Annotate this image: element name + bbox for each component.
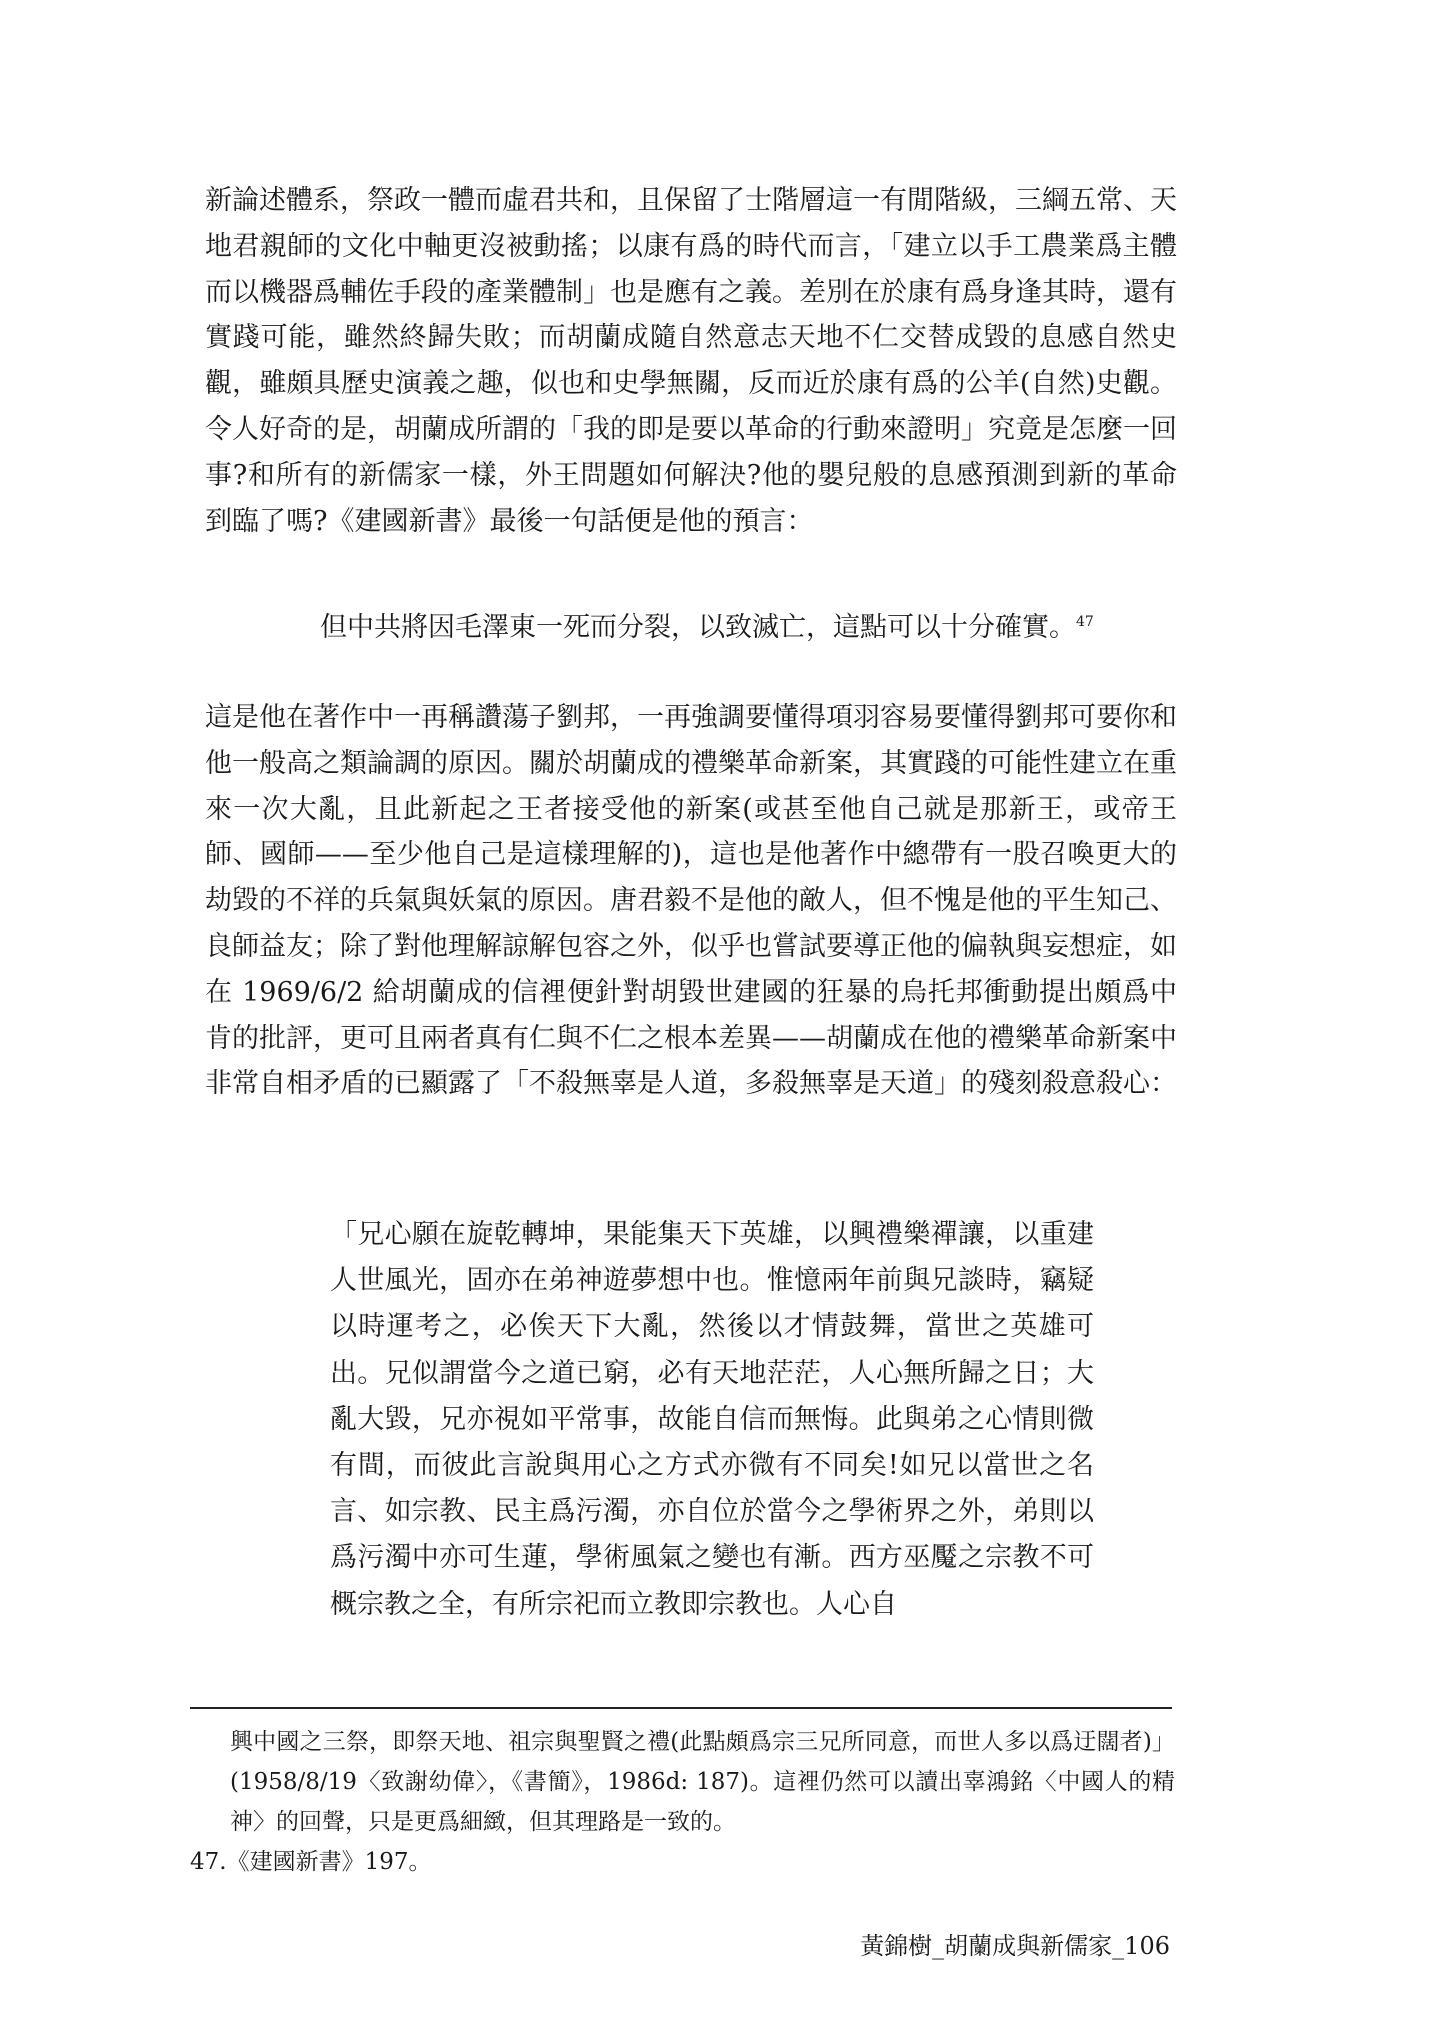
footnote-divider bbox=[190, 1707, 1172, 1709]
quote-text: 但中共將因毛澤東一死而分裂，以致滅亡，這點可以十分確實。 bbox=[320, 612, 1076, 643]
running-footer: 黃錦樹_胡蘭成與新儒家_106 bbox=[860, 1932, 1170, 1960]
footnote-ref-47[interactable]: 47 bbox=[1076, 614, 1094, 630]
block-quote-letter: 「兄心願在旋乾轉坤，果能集天下英雄，以興禮樂禪讓，以重建人世風光，固亦在弟神遊夢想中也。惟憶兩年前與兄談時，竊疑以時運考之，必俟天下大亂，然後以才情鼓舞，當世之英雄可出。兄似謂當今之道已窮，必有天地茫茫，人心無所歸之日；大亂大毀，兄亦視如平常事，故能自信而無悔。此與弟之心情則微有間，而彼此言說與用心之方式亦微有不同矣!如兄以當世之名言、如宗教、民主爲污濁，亦自位於當今之學術界之外，弟則以爲污濁中亦可生蓮，學術風氣之變也有漸。西方巫魘之宗教不可概宗教之全，有所宗祀而立教即宗教也。人心自 bbox=[330, 1219, 1094, 1620]
body-paragraph-1: 新論述體系，祭政一體而虛君共和，且保留了士階層這一有閒階級，三綱五常、天地君親師的文化中軸更沒被動搖；以康有爲的時代而言，「建立以手工農業爲主體而以機器爲輔佐手段的產業體制」也是應有之義。差別在於康有爲身逢其時，還有實踐可能，雖然終歸失敗；而胡蘭成隨自然意志天地不仁交替成毀的息感自然史觀，雖頗具歷史演義之趣，似也和史學無關，反而近於康有爲的公羊(自然)史觀。令人好奇的是，胡蘭成所謂的「我的即是要以革命的行動來證明」究竟是怎麼一回事?和所有的新儒家一樣，外王問題如何解決?他的嬰兒般的息感預測到新的革命到臨了嗎?《建國新書》最後一句話便是他的預言： bbox=[205, 185, 1177, 537]
block-quote-prophecy bbox=[320, 608, 1220, 648]
footnote-continuation: 興中國之三祭，即祭天地、祖宗與聖賢之禮(此點頗爲宗三兄所同意，而世人多以爲迂闊者)」(1958/8/19〈致謝幼偉〉，《書簡》，1986d: 187)。這裡仍然可以讀出辜鴻銘〈中國人的精神〉的回聲，只是更爲細緻，但其理路是一致的。 bbox=[230, 1729, 1175, 1835]
footnote-47: 47.《建國新書》197。 bbox=[190, 1849, 432, 1875]
body-paragraph-2: 這是他在著作中一再稱讚蕩子劉邦，一再強調要懂得項羽容易要懂得劉邦可要你和他一般高之類論調的原因。關於胡蘭成的禮樂革命新案，其實踐的可能性建立在重來一次大亂，且此新起之王者接受他的新案(或甚至他自己就是那新王，或帝王師、國師——至少他自己是這樣理解的)，這也是他著作中總帶有一股召喚更大的劫毀的不祥的兵氣與妖氣的原因。唐君毅不是他的敵人，但不愧是他的平生知己、良師益友；除了對他理解諒解包容之外，似乎也嘗試要導正他的偏執與妄想症，如在 1969/6/2 給胡蘭成的信裡便針對胡毀世建國的狂暴的烏托邦衝動提出頗爲中肯的批評，更可且兩者真有仁與不仁之根本差異——胡蘭成在他的禮樂革命新案中非常自相矛盾的已顯露了「不殺無辜是人道，多殺無辜是天道」的殘刻殺意殺心： bbox=[205, 702, 1177, 1100]
